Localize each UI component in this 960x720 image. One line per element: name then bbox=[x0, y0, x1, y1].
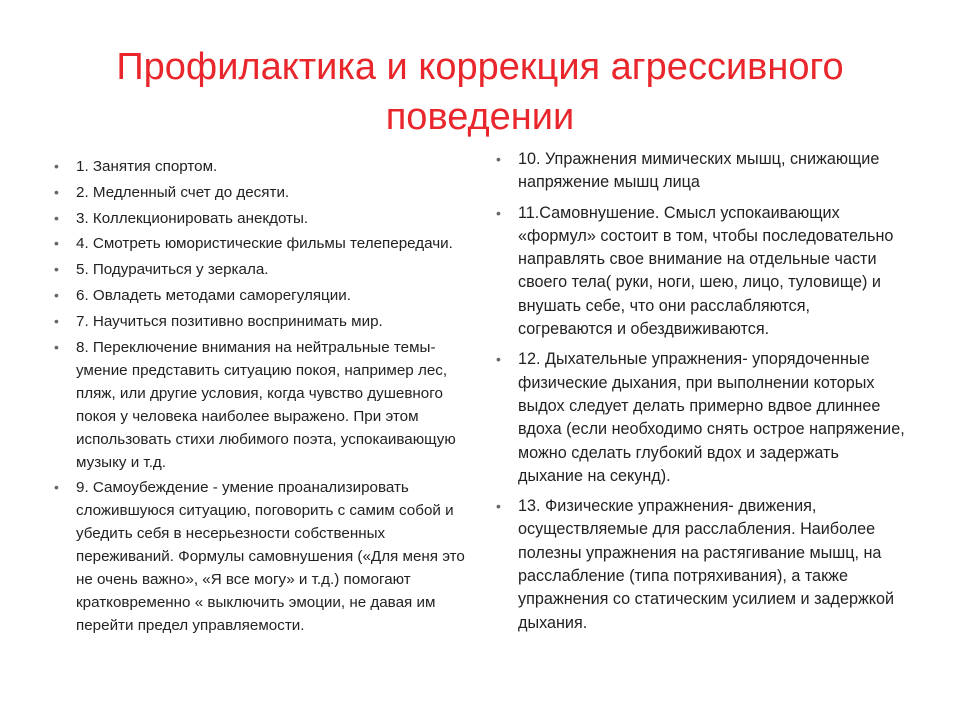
left-bullet-list bbox=[54, 155, 474, 640]
bullet-icon: • bbox=[54, 235, 59, 252]
bullet-icon: • bbox=[54, 286, 59, 303]
bullet-icon: • bbox=[496, 351, 501, 368]
list-item-text: 11.Самовнушение. Смысл успокаивающих «формул» состоит в том, чтобы последовательно направлять свое внимание на отдельные части своего тела( руки, ноги, шею, лицо, туловище) и внушать себе, что они расслабляются, согреваются и обездвиживаются. bbox=[518, 203, 894, 339]
title-line-1: Профилактика и коррекция агрессивного bbox=[116, 46, 844, 88]
bullet-icon: • bbox=[496, 204, 501, 221]
title-line-2: поведении bbox=[385, 96, 575, 138]
bullet-icon: • bbox=[54, 338, 59, 355]
bullet-icon: • bbox=[54, 158, 59, 174]
list-item-8 bbox=[54, 336, 474, 474]
list-item-text: 9. Самоубеждение - умение проанализировать сложившуюся ситуацию, поговорить с самим собой и убедить себя в несерьезности собственных переживаний. Формулы самовнушения («Для меня это не очень важно», «Я все могу» и т.д.) помогают кратковременно « выключить эмоции, не давая им перейти предел управляемости. bbox=[76, 479, 465, 635]
list-item-4 bbox=[54, 232, 474, 255]
list-item-text: 12. Дыхательные упражнения- упорядоченные физические дыхания, при выполнении которых выдох следует делать примерно вдвое длиннее вдоха (если необходимо снять острое напряжение, можно сделать глубокий вдох и задержать дыхание на секунд). bbox=[518, 350, 905, 485]
list-item-text: 3. Коллекционировать анекдоты. bbox=[76, 209, 309, 227]
bullet-icon: • bbox=[54, 261, 59, 278]
list-item-text: 1. Занятия спортом. bbox=[76, 158, 218, 175]
bullet-icon: • bbox=[496, 151, 501, 167]
list-item-text: 2. Медленный счет до десяти. bbox=[76, 183, 290, 201]
list-item-13 bbox=[496, 495, 906, 635]
list-item-7 bbox=[54, 310, 474, 333]
list-item-1 bbox=[54, 155, 474, 178]
list-item-11 bbox=[496, 202, 906, 342]
list-item-text: 13. Физические упражнения- движения, осуществляемые для расслабления. Наиболее полезны упражнения на растягивание мышц, на расслабление (типа потряхивания), а также упражнения со статическим усилием и задержкой дыхания. bbox=[518, 497, 895, 632]
list-item-text: 4. Смотреть юмористические фильмы телепередачи. bbox=[76, 235, 453, 253]
right-bullet-list bbox=[496, 148, 906, 642]
slide-title bbox=[40, 42, 920, 142]
bullet-icon: • bbox=[54, 209, 59, 226]
bullet-icon: • bbox=[54, 312, 59, 329]
list-item-10 bbox=[496, 148, 906, 195]
list-item-6 bbox=[54, 284, 474, 307]
list-item-text: 8. Переключение внимания на нейтральные темы- умение представить ситуацию покоя, например лес, пляж, или другие условия, когда чувство душевного покоя у человека наиболее выражено. При этом использовать стихи любимого поэта, успокаивающую музыку и т.д. bbox=[76, 338, 456, 471]
list-item-9 bbox=[54, 476, 474, 637]
list-item-5 bbox=[54, 258, 474, 281]
bullet-icon: • bbox=[54, 183, 59, 200]
list-item-text: 6. Овладеть методами саморегуляции. bbox=[76, 286, 351, 304]
list-item-2 bbox=[54, 181, 474, 204]
bullet-icon: • bbox=[496, 498, 501, 515]
list-item-text: 5. Подурачиться у зеркала. bbox=[76, 261, 269, 279]
bullet-icon: • bbox=[54, 479, 59, 496]
list-item-text: 7. Научиться позитивно воспринимать мир. bbox=[76, 312, 383, 330]
list-item-3 bbox=[54, 207, 474, 230]
list-item-12 bbox=[496, 348, 906, 488]
list-item-text: 10. Упражнения мимических мышц, снижающие напряжение мышц лица bbox=[518, 150, 880, 192]
